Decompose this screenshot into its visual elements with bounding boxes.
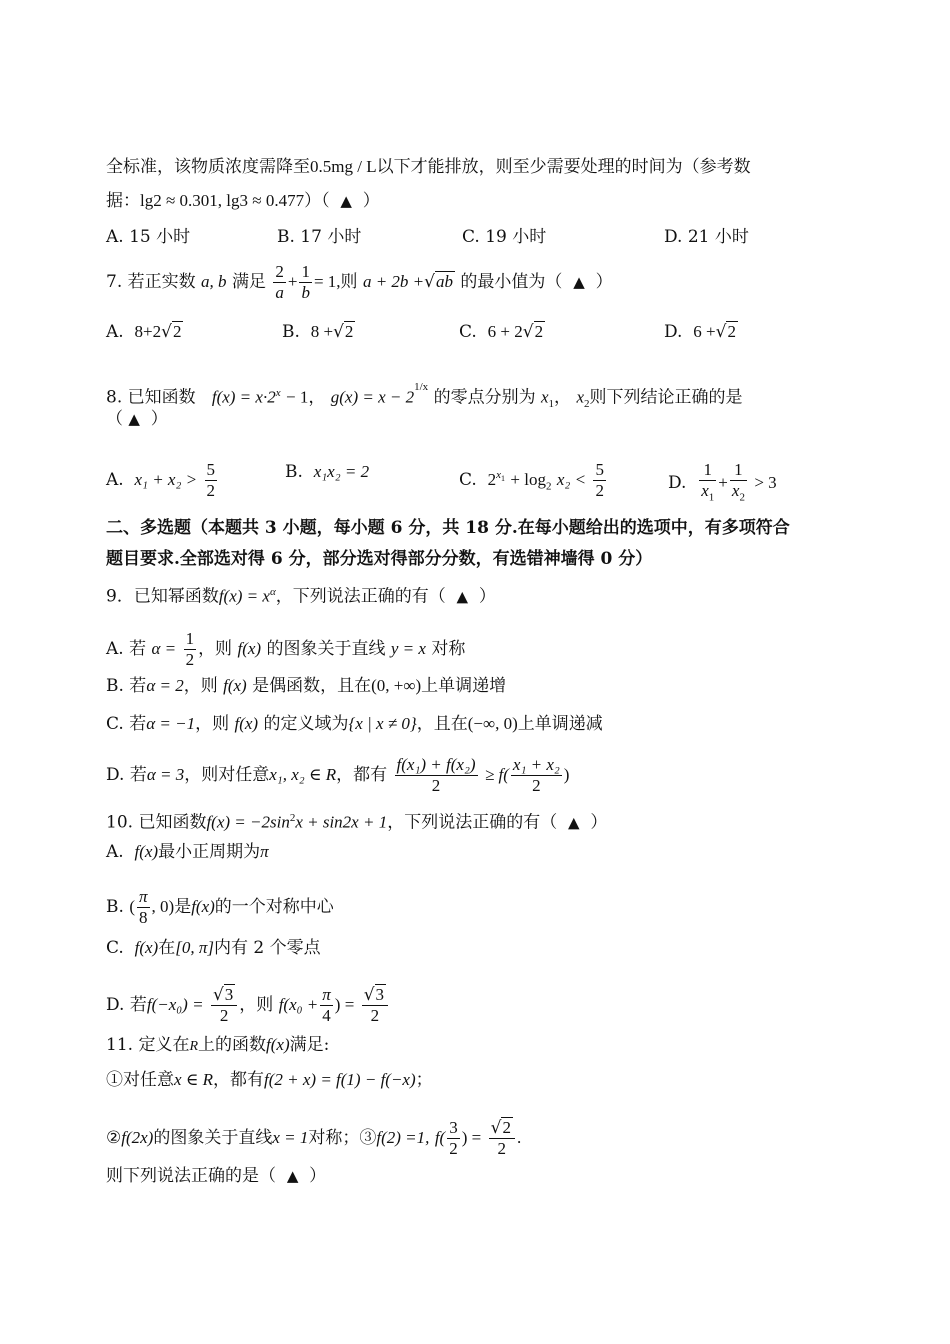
q8-f: f(x) = x·2 <box>211 387 276 407</box>
q8-option-d: D. $\frac{1}{x_1}$ + $\frac{1}{x_2}$ > 3 <box>668 460 777 504</box>
q7-option-a: A. 8+2√2 <box>106 322 182 342</box>
answer-triangle-icon: ▲ <box>456 587 469 606</box>
sqrt-icon: √ <box>424 272 435 292</box>
sqrt-icon: √ <box>715 322 727 342</box>
section2-header-line2: 题目要求.全部选对得 6 分，部分选对得部分分数，有选错神墙得 0 分） <box>106 549 653 569</box>
q9-option-a: A. 若 α = $\frac{1}{2}$ ，则 f(x) 的图象关于直线 y = x 对称 <box>106 629 466 669</box>
q11-stem: 11. 定义在R上的函数f(x)满足: <box>106 1035 330 1055</box>
q7-vars: a, b <box>201 272 227 291</box>
q8-option-a: A. x₁ + x₂ > $\frac{5}{2}$ <box>106 460 216 500</box>
sqrt-icon: √ <box>212 985 224 1005</box>
q6-text-a: 全标准，该物质浓度需降至 <box>106 157 310 177</box>
q7-expr: a + 2b + <box>362 272 425 291</box>
q10-option-c: C. f(x)在[0, π]内有 2 个零点 <box>106 938 321 958</box>
sqrt-icon: √ <box>161 322 172 342</box>
q7-frac-1b: $\frac{1}{b}$ <box>301 262 310 302</box>
q8-answer-paren: （ ▲ ） <box>106 409 168 429</box>
q9-option-d: D. 若α = 3，则对任意x₁, x₂ ∈ R，都有 $\frac{\text{f(x₁) + f(x₂)}}{2}$ ≥ f( $\frac{\text{x₁ + x₂}}{2}$ ) <box>106 755 570 795</box>
q8-stem: 8. 已知函数 $f(x) = x\cdot 2^x - 1$， $g(x) = x - 2^{1/x}$ 的零点分别为 $x_1$， $x_2$则下列结论正确的是 <box>106 381 743 411</box>
q7-sqrt-ab: ab <box>435 272 453 291</box>
q8-mid: 的零点分别为 <box>433 387 536 408</box>
q7-option-c: C. 6 + 2√2 <box>459 322 544 342</box>
q7-option-b: B. 8 +√2 <box>282 322 354 342</box>
q9-stem: 9．已知幂函数$f(x) = x^\alpha$，下列说法正确的有（ ▲ ） <box>106 586 496 607</box>
q6-ref-values: lg2 ≈ 0.301, lg3 ≈ 0.477 <box>140 191 305 210</box>
q11-ask: 则下列说法正确的是（ ▲ ） <box>106 1166 327 1186</box>
q7-mid: 满足 <box>231 272 266 292</box>
q8-tail: 则下列结论正确的是 <box>589 387 743 408</box>
q7-eq: = 1, <box>313 272 341 291</box>
q6-option-d: D. 21 小时 <box>664 227 749 247</box>
q6-unit: 0.5mg / L <box>310 157 377 176</box>
q11-condition-1: ①对任意x ∈ R，都有f(2 + x) = f(1) − f(−x)； <box>106 1070 433 1090</box>
answer-triangle-icon: ▲ <box>128 410 140 428</box>
q6-line2 <box>106 189 380 213</box>
answer-triangle-icon: ▲ <box>286 1167 299 1185</box>
sqrt-icon: √ <box>522 322 534 342</box>
q8-option-b: B. x₁x₂ = 2 <box>285 462 370 482</box>
q7-tail: 的最小值为（ <box>460 272 563 292</box>
q8-prefix: 8. 已知函数 <box>106 387 196 408</box>
q8-g: g(x) = x − 2 <box>330 387 415 407</box>
q6-option-b: B. 17 小时 <box>277 227 362 247</box>
q9-option-c: C. 若α = −1，则 f(x) 的定义域为{x | x ≠ 0}，且在(−∞, 0)上单调递减 <box>106 714 603 734</box>
q10-stem: 10. 已知函数$f(x) = -2\sin^2x + \sin 2x + 1$，下列说法正确的有（ ▲ ） <box>106 812 608 833</box>
q6-option-a: A. 15 小时 <box>106 227 191 247</box>
sqrt-icon: √ <box>333 322 344 342</box>
q6-ref-label: 据： <box>106 191 140 211</box>
q7-frac-2a: $\frac{2}{a}$ <box>275 262 284 302</box>
q11-condition-2-3: ②f(2x)的图象关于直线x = 1对称；③f(2) =1, f( $\frac{3}{2}$ ) = $\frac{√2}{2}$ . <box>106 1118 522 1158</box>
answer-triangle-icon: ▲ <box>340 192 352 210</box>
q10-option-d: D. 若f(−x₀) = $\frac{√3}{2}$ ，则 f(x₀ + $\frac{\pi}{4}$ ) = $\frac{√3}{2}$ <box>106 985 390 1026</box>
q7-option-d: D. 6 +√2 <box>664 322 736 342</box>
q7-stem: 7. 若正实数 a, b 满足 $\frac{2}{a}$ + $\frac{1}{b}$ = 1,则 a + 2b +√ab 的最小值为（ ▲ ） <box>106 262 613 302</box>
q6-paren-close: ） <box>362 191 380 211</box>
q8-option-c: C. $2^{x_1} + \log_2 x_2$ < $\frac{5}{2}$ <box>459 460 604 500</box>
q10-option-a: A. f(x)最小正周期为π <box>106 842 269 862</box>
q6-paren-open: ）（ <box>304 191 330 211</box>
section2-header-line1: 二、多选题（本题共 3 小题，每小题 6 分，共 18 分.在每小题给出的选项中，有多项符合 <box>106 518 790 538</box>
answer-triangle-icon: ▲ <box>573 273 585 291</box>
q9-option-b: B. 若α = 2，则 f(x) 是偶函数，且在(0, +∞)上单调递增 <box>106 676 507 696</box>
q6-option-c: C. 19 小时 <box>462 227 547 247</box>
sqrt-icon: √ <box>363 985 375 1005</box>
q6-text-c: 以下才能排放，则至少需要处理的时间为（参考数 <box>376 157 751 177</box>
q10-option-b: B. ( $\frac{\pi}{8}$ , 0)是f(x)的一个对称中心 <box>106 887 334 927</box>
q6-line1 <box>106 155 751 179</box>
q7-then: 则 <box>340 272 358 292</box>
answer-triangle-icon: ▲ <box>568 813 580 832</box>
q7-prefix: 7. 若正实数 <box>106 272 196 292</box>
sqrt-icon: √ <box>490 1118 502 1138</box>
